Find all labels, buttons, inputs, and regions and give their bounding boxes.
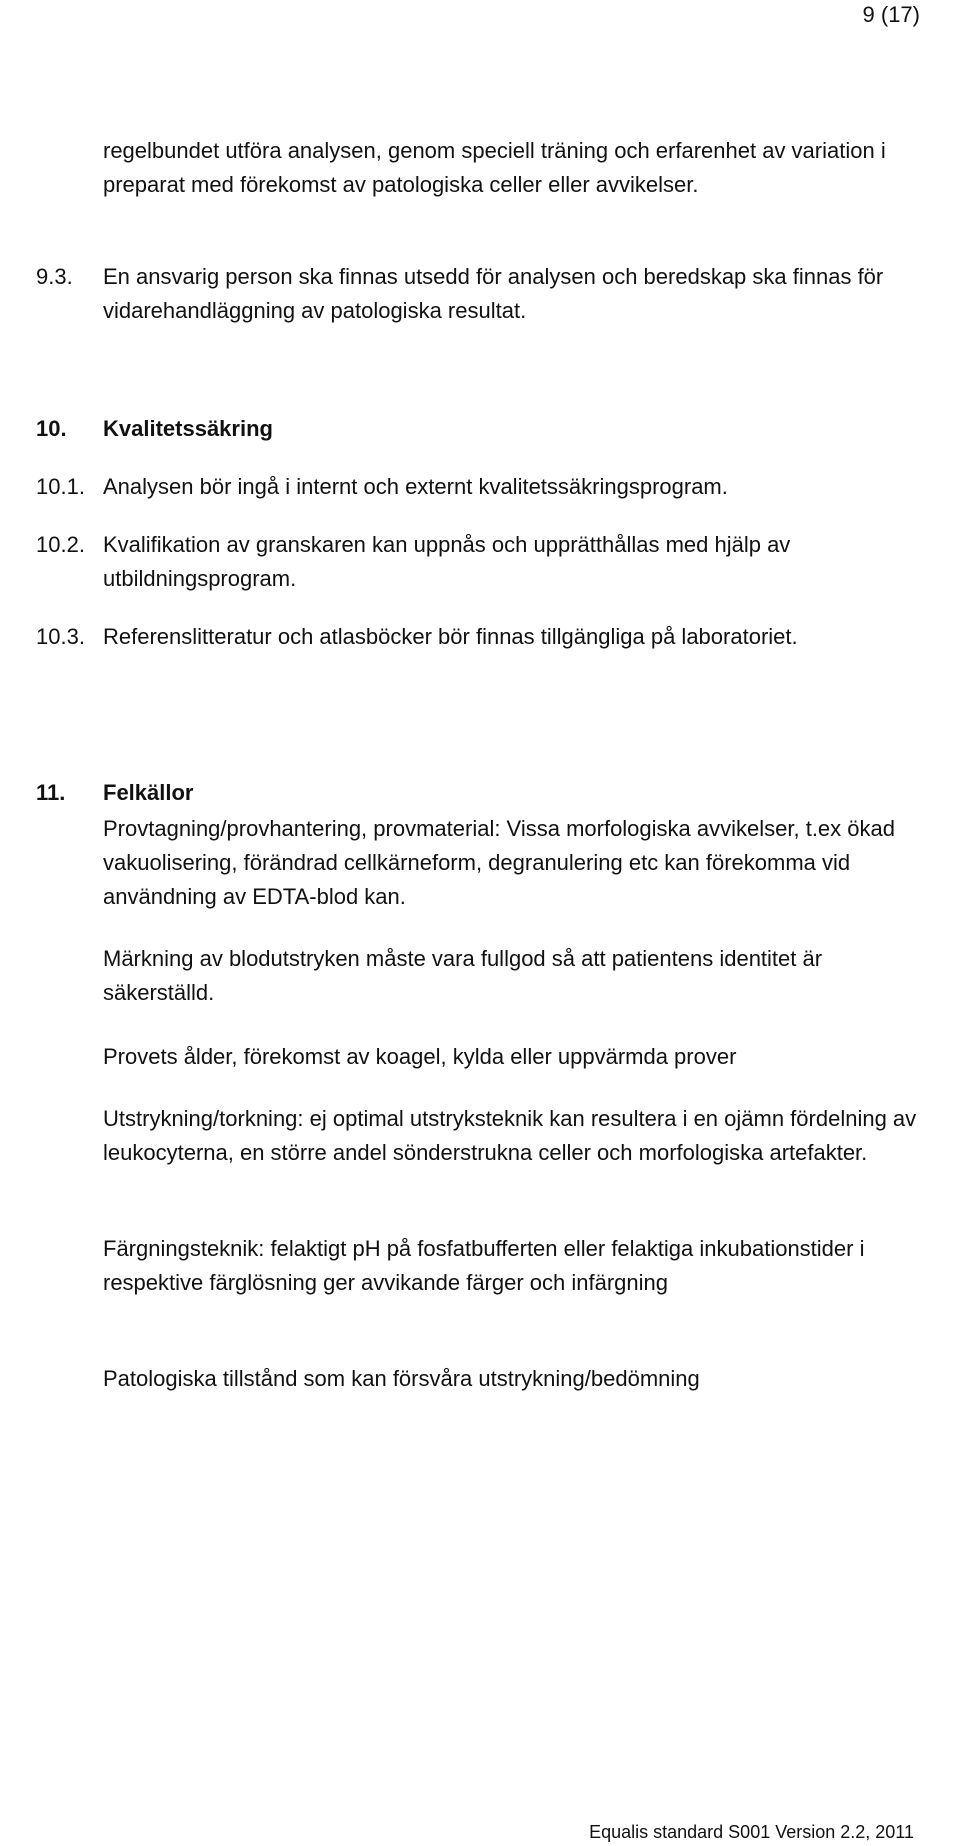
item-text: Analysen bör ingå i internt och externt kvalitetssäkringsprogram. xyxy=(103,474,728,499)
felkallor-paragraph: Färgningsteknik: felaktigt pH på fosfatbufferten eller felaktiga inkubationstider i respektive färglösning ger avvikande färger och infärgning xyxy=(103,1236,865,1295)
item-number: 9.3. xyxy=(36,264,73,289)
item-number: 10.1. xyxy=(36,474,85,499)
section-title: Felkällor xyxy=(103,780,194,805)
item-number: 10.3. xyxy=(36,624,85,649)
item-number: 10.2. xyxy=(36,532,85,557)
footer-text: Equalis standard S001 Version 2.2, 2011 xyxy=(589,1822,914,1842)
item-text: Kvalifikation av granskaren kan uppnås och upprätthållas med hjälp av utbildningsprogram. xyxy=(103,532,791,591)
page-number: 9 (17) xyxy=(862,2,920,27)
item-text: En ansvarig person ska finnas utsedd för analysen och beredskap ska finnas för vidarehandläggning av patologiska resultat. xyxy=(103,264,884,323)
item-text: Referenslitteratur och atlasböcker bör finnas tillgängliga på laboratoriet. xyxy=(103,624,798,649)
section-number: 11. xyxy=(36,780,66,805)
felkallor-paragraph: Provtagning/provhantering, provmaterial: Vissa morfologiska avvikelser, t.ex ökad vakuolisering, förändrad cellkärneform, degranulering etc kan förekomma vid användning av EDTA-blod kan. xyxy=(103,816,895,909)
section-title: Kvalitetssäkring xyxy=(103,416,273,441)
section-number: 10. xyxy=(36,416,67,441)
felkallor-paragraph: Provets ålder, förekomst av koagel, kylda eller uppvärmda prover xyxy=(103,1044,737,1069)
felkallor-paragraph: Märkning av blodutstryken måste vara fullgod så att patientens identitet är säkerställd. xyxy=(103,946,823,1005)
felkallor-paragraph: Utstrykning/torkning: ej optimal utstryksteknik kan resultera i en ojämn fördelning av leukocyterna, en större andel sönderstrukna celler och morfologiska artefakter. xyxy=(103,1106,917,1165)
continuation-paragraph: regelbundet utföra analysen, genom speciell träning och erfarenhet av variation i preparat med förekomst av patologiska celler eller avvikelser. xyxy=(103,138,886,197)
felkallor-paragraph: Patologiska tillstånd som kan försvåra utstrykning/bedömning xyxy=(103,1366,700,1391)
